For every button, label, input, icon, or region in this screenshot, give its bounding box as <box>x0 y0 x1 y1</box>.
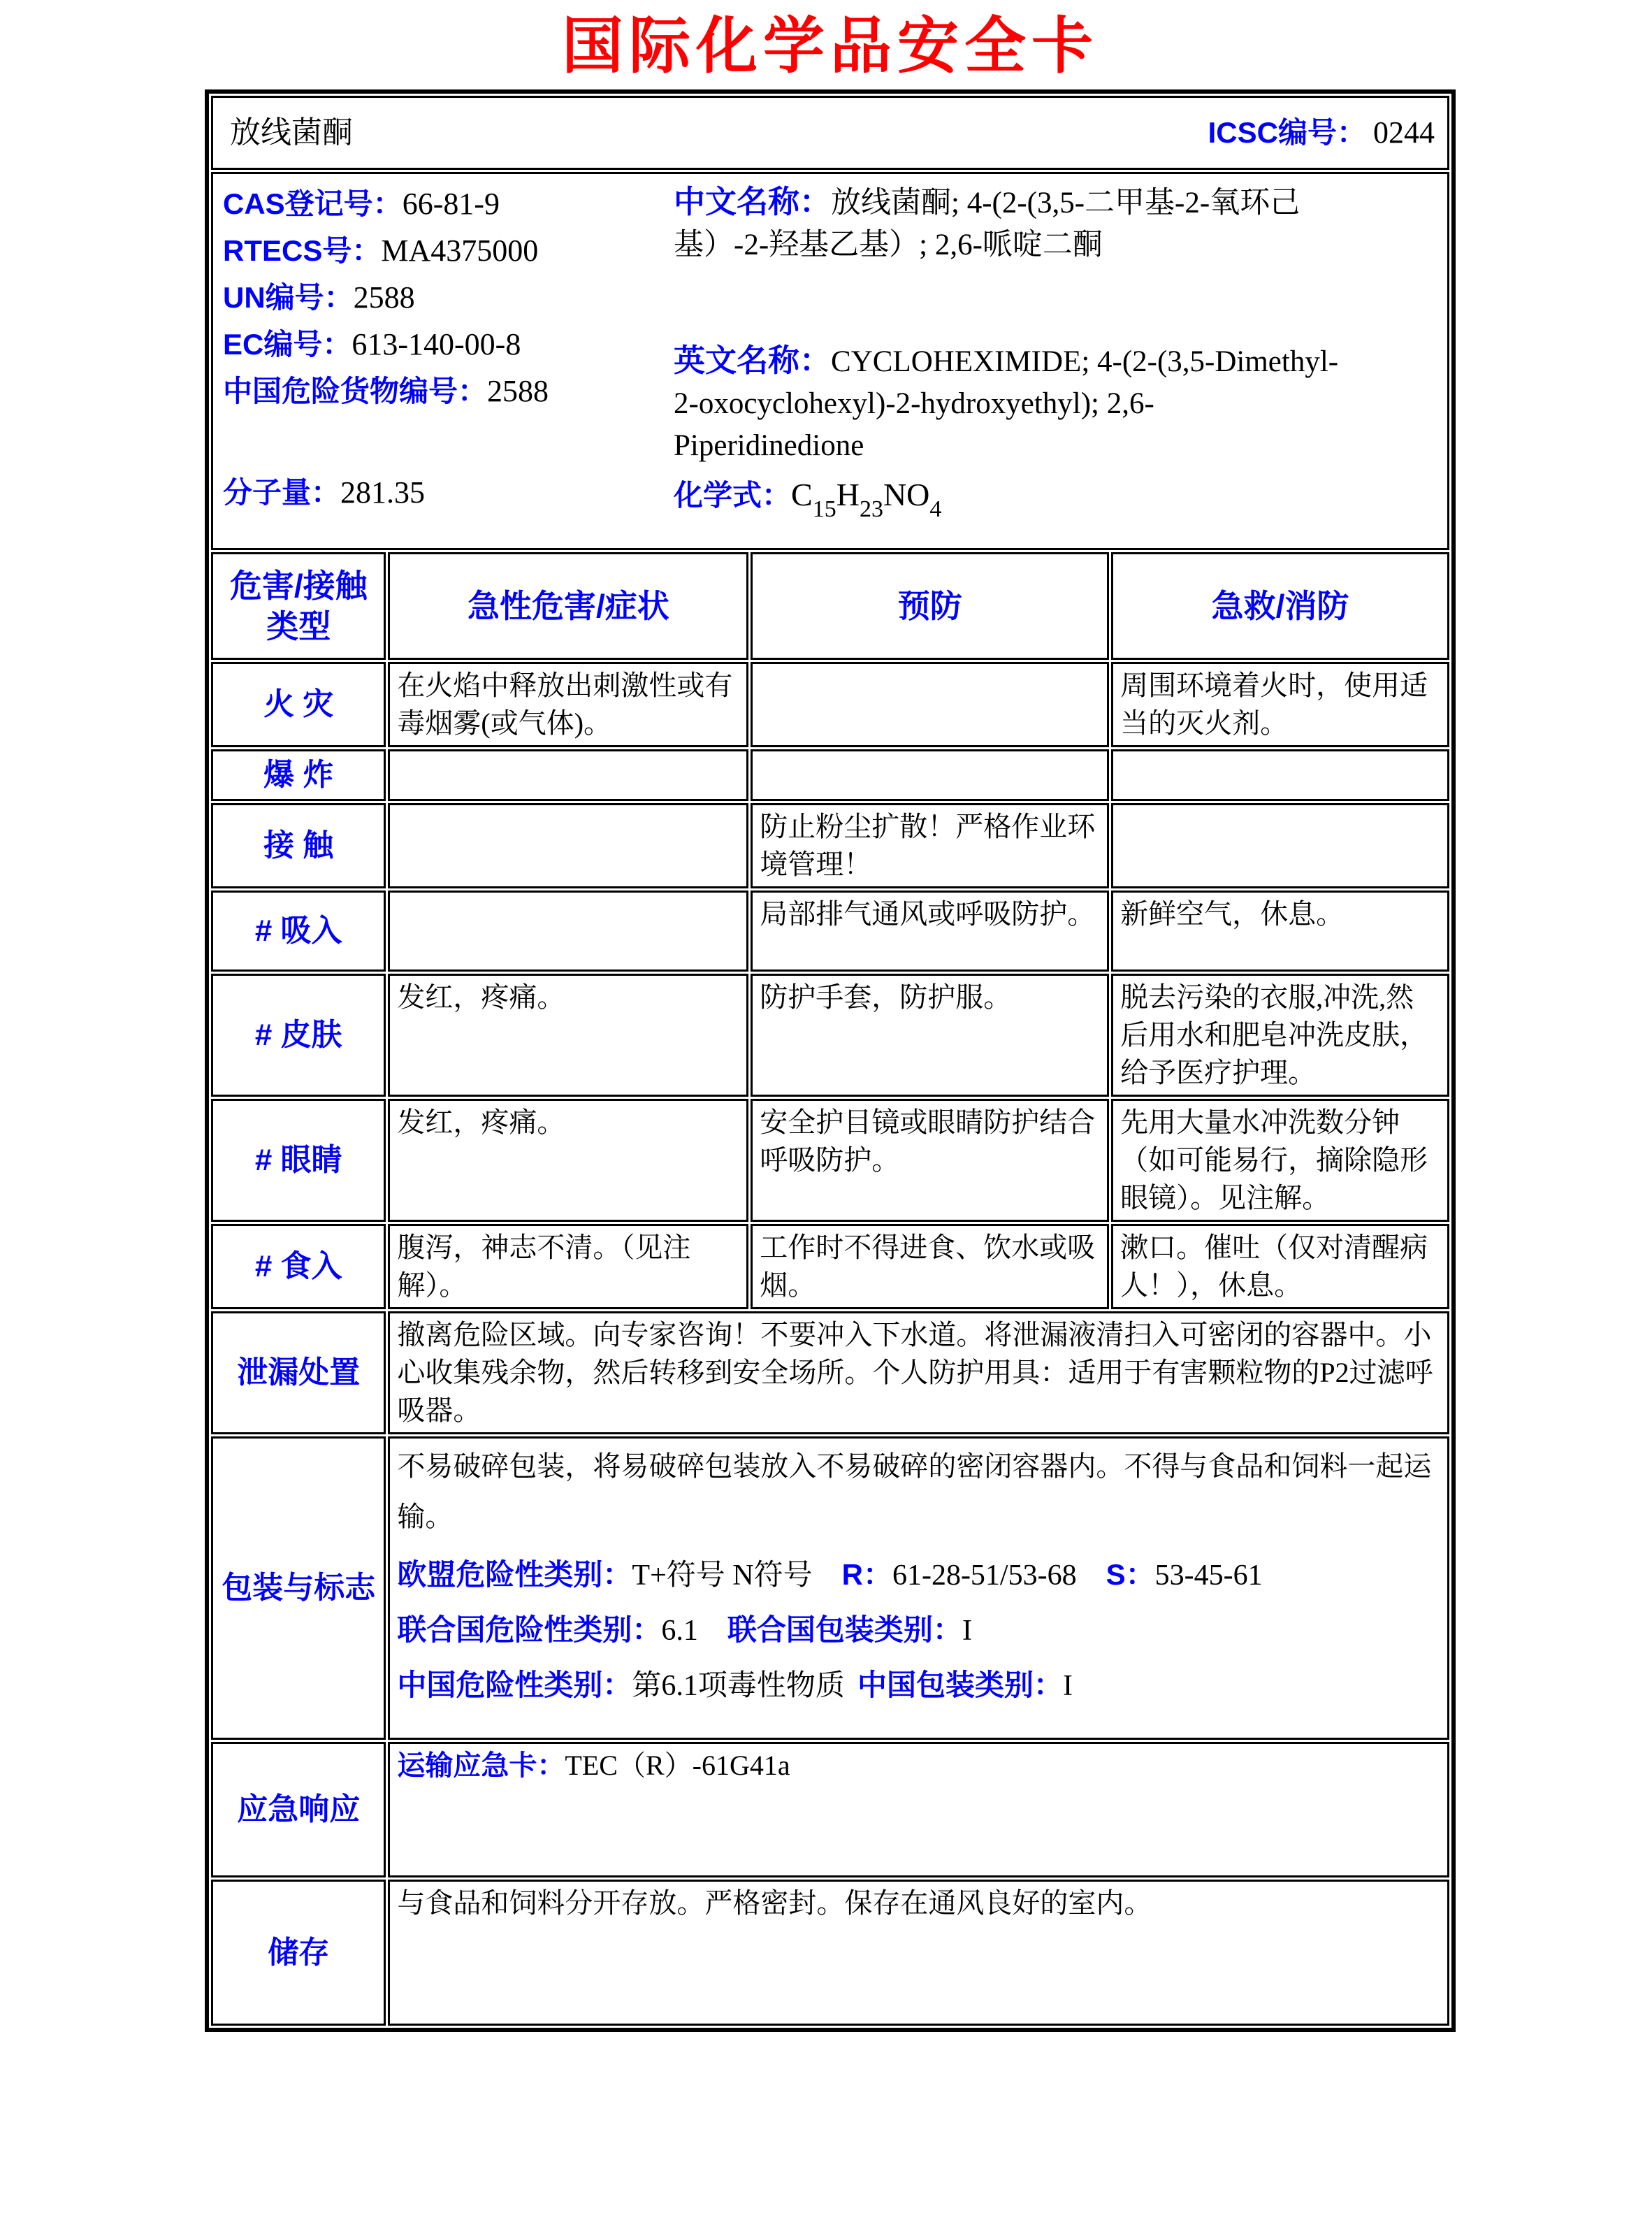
ec-number-line <box>223 322 674 368</box>
column-header-symptoms: 急性危害/症状 <box>388 552 748 660</box>
hazard-row-fire <box>211 662 1449 747</box>
fire-symptoms-cell: 在火焰中释放出刺激性或有毒烟雾(或气体)。 <box>388 662 748 747</box>
chemical-formula-line <box>674 476 1437 522</box>
ingestion-prevention-cell: 工作时不得进食、饮水或吸烟。 <box>751 1224 1109 1309</box>
chinese-name-line <box>674 181 1437 266</box>
molecular-weight-line <box>223 474 674 512</box>
hazard-row-exposure <box>211 803 1449 888</box>
hazard-row-ingestion <box>211 1224 1449 1309</box>
substance-header-cell <box>211 96 1449 170</box>
rtecs-number-line <box>223 228 674 275</box>
inhalation-symptoms-cell <box>388 891 748 972</box>
r-phrases-label: R： <box>841 1558 892 1591</box>
ingestion-firstaid-cell: 漱口。催吐（仅对清醒病人！），休息。 <box>1111 1224 1449 1309</box>
spillage-row <box>211 1311 1449 1434</box>
ingestion-symptoms-cell: 腹泻，神志不清。（见注解）。 <box>388 1224 748 1309</box>
chemical-formula-label: 化学式： <box>674 479 792 512</box>
substance-name: 放线菌酮 <box>230 115 353 150</box>
spillage-content-cell: 撤离危险区域。向专家咨询！不要冲入下水道。将泄漏液清扫入可密闭的容器中。小心收集残余物，然后转移到安全场所。个人防护用具：适用于有害颗粒物的P2过滤呼吸器。 <box>388 1311 1449 1434</box>
cas-number-label: CAS登记号： <box>223 187 403 220</box>
skin-symptoms-cell: 发红，疼痛。 <box>388 974 748 1097</box>
icsc-number <box>1208 114 1435 152</box>
hazard-row-explosion <box>211 749 1449 801</box>
un-number-value: 2588 <box>353 280 415 315</box>
emergency-response-row <box>211 1742 1449 1877</box>
exposure-symptoms-cell <box>388 803 748 888</box>
packaging-row-label: 包装与标志 <box>211 1436 386 1740</box>
ingestion-row-label: # 食入 <box>211 1224 386 1309</box>
exposure-prevention-cell: 防止粉尘扩散！严格作业环境管理！ <box>751 803 1109 888</box>
column-header-hazard-type: 危害/接触 类型 <box>211 552 386 660</box>
r-phrases-value: 61-28-51/53-68 <box>892 1559 1077 1592</box>
eu-classification-label: 欧盟危险性类别： <box>397 1558 632 1591</box>
skin-row-label: # 皮肤 <box>211 974 386 1097</box>
english-name-value: CYCLOHEXIMIDE; 4-(2-(3,5-Dimethyl- 2-oxocyclohexyl)-2-hydroxyethyl); 2,6- Piperidinedione <box>674 345 1339 462</box>
exposure-firstaid-cell <box>1111 803 1449 888</box>
molecular-weight-label: 分子量： <box>223 476 341 509</box>
icsc-number-label: ICSC编号： <box>1208 115 1366 149</box>
eyes-row-label: # 眼睛 <box>211 1099 386 1222</box>
fire-prevention-cell <box>751 662 1109 747</box>
column-header-firstaid: 急救/消防 <box>1111 552 1449 660</box>
cas-number-line <box>223 181 674 228</box>
explosion-prevention-cell <box>751 749 1109 801</box>
packaging-content-cell <box>388 1436 1449 1740</box>
cas-number-value: 66-81-9 <box>402 187 500 221</box>
fire-row-label: 火 灾 <box>211 662 386 747</box>
china-dg-number-value: 2588 <box>487 374 549 408</box>
china-dg-number-line <box>223 368 674 415</box>
china-hazard-class-value: 第6.1项毒性物质 <box>632 1670 845 1702</box>
hazard-row-skin <box>211 974 1449 1097</box>
eu-classification-value: T+符号 N符号 <box>632 1559 813 1592</box>
packaging-row <box>211 1436 1449 1740</box>
storage-row <box>211 1880 1449 2026</box>
molecular-weight-value: 281.35 <box>340 475 426 510</box>
eyes-firstaid-cell: 先用大量水冲洗数分钟（如可能易行，摘除隐形眼镜）。见注解。 <box>1111 1099 1449 1222</box>
inhalation-prevention-cell: 局部排气通风或呼吸防护。 <box>751 891 1109 972</box>
english-name-label: 英文名称： <box>674 343 832 378</box>
chemical-formula-value: $C_{15}H_{23}NO_4$ <box>791 477 942 522</box>
un-packing-group-label: 联合国包装类别： <box>727 1613 962 1646</box>
eyes-prevention-cell: 安全护目镜或眼睛防护结合呼吸防护。 <box>751 1099 1109 1222</box>
china-hazard-class-label: 中国危险性类别： <box>397 1668 632 1701</box>
explosion-row-label: 爆 炸 <box>211 749 386 801</box>
china-classification-line <box>397 1664 1440 1708</box>
emergency-response-content-cell <box>388 1742 1449 1877</box>
eu-classification-line <box>397 1553 1440 1597</box>
storage-row-label: 储存 <box>211 1880 386 2026</box>
un-classification-line <box>397 1608 1440 1652</box>
storage-content-cell: 与食品和饲料分开存放。严格密封。保存在通风良好的室内。 <box>388 1880 1449 2026</box>
rtecs-number-label: RTECS号： <box>223 234 382 267</box>
ec-number-label: EC编号： <box>223 328 352 361</box>
identifiers-cell <box>211 172 1449 550</box>
identifiers-row <box>211 172 1449 550</box>
un-number-label: UN编号： <box>223 281 354 314</box>
english-name-line <box>674 340 1437 467</box>
china-dg-number-label: 中国危险货物编号： <box>223 375 488 408</box>
icsc-card-table <box>205 89 1456 2032</box>
transport-emergency-card-label: 运输应急卡： <box>397 1750 565 1781</box>
transport-emergency-card-value: TEC（R）-61G41a <box>565 1750 790 1781</box>
hazard-table-header-row <box>211 552 1449 660</box>
rtecs-number-value: MA4375000 <box>381 233 539 268</box>
ec-number-value: 613-140-00-8 <box>352 327 521 361</box>
icsc-number-value: 0244 <box>1373 115 1435 150</box>
china-packing-group-value: I <box>1062 1670 1073 1702</box>
skin-firstaid-cell: 脱去污染的衣服,冲洗,然后用水和肥皂冲洗皮肤，给予医疗护理。 <box>1111 974 1449 1097</box>
fire-firstaid-cell: 周围环境着火时，使用适当的灭火剂。 <box>1111 662 1449 747</box>
un-hazard-class-value: 6.1 <box>661 1615 698 1647</box>
inhalation-firstaid-cell: 新鲜空气，休息。 <box>1111 891 1449 972</box>
spillage-row-label: 泄漏处置 <box>211 1311 386 1434</box>
chinese-name-label: 中文名称： <box>674 184 832 219</box>
explosion-symptoms-cell <box>388 749 748 801</box>
emergency-response-row-label: 应急响应 <box>211 1742 386 1877</box>
hazard-row-eyes <box>211 1099 1449 1222</box>
names-block <box>674 181 1437 531</box>
un-hazard-class-label: 联合国危险性类别： <box>397 1613 662 1646</box>
skin-prevention-cell: 防护手套，防护服。 <box>751 974 1109 1097</box>
s-phrases-value: 53-45-61 <box>1154 1559 1263 1592</box>
registry-numbers-block <box>223 181 674 531</box>
un-number-line <box>223 275 674 322</box>
explosion-firstaid-cell <box>1111 749 1449 801</box>
chinese-name-value: 放线菌酮; 4-(2-(3,5-二甲基-2-氧环己 基）-2-羟基乙基）; 2,6-哌啶二酮 <box>674 187 1300 261</box>
hazard-row-inhalation <box>211 891 1449 972</box>
column-header-prevention: 预防 <box>751 552 1109 660</box>
inhalation-row-label: # 吸入 <box>211 891 386 972</box>
page-title: 国际化学品安全卡 <box>561 11 1099 80</box>
s-phrases-label: S： <box>1106 1558 1155 1591</box>
eyes-symptoms-cell: 发红，疼痛。 <box>388 1099 748 1222</box>
un-packing-group-value: I <box>962 1615 972 1647</box>
china-packing-group-label: 中国包装类别： <box>857 1668 1063 1701</box>
exposure-row-label: 接 触 <box>211 803 386 888</box>
substance-header-row <box>211 96 1449 170</box>
packaging-paragraph: 不易破碎包装，将易破碎包装放入不易破碎的密闭容器内。不得与食品和饲料一起运输。 <box>397 1450 1432 1532</box>
